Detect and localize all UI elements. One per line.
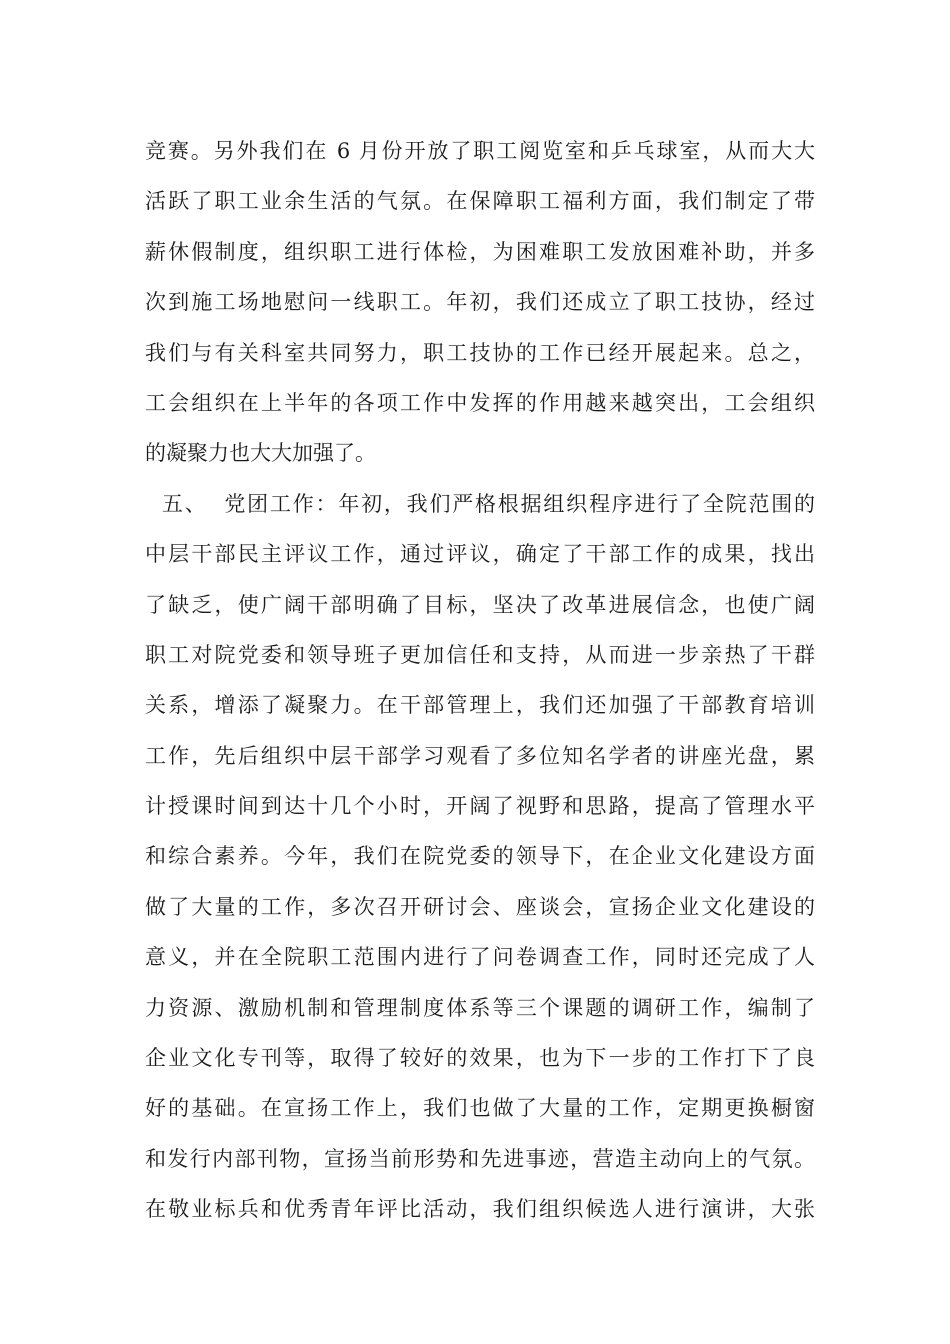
text-line: 和发行内部刊物，宣扬当前形势和先进事迹，营造主动向上的气氛。 xyxy=(145,1146,815,1171)
text-line: 意义，并在全院职工范围内进行了问卷调查工作，同时还完成了人 xyxy=(145,945,815,970)
text-line: 职工对院党委和领导班子更加信任和支持，从而进一步亲热了干群 xyxy=(145,642,815,667)
text-line: 做了大量的工作，多次召开研讨会、座谈会，宣扬企业文化建设的 xyxy=(145,894,815,919)
text-line: 工会组织在上半年的各项工作中发挥的作用越来越突出，工会组织 xyxy=(145,390,815,415)
paragraph-end-line: 的凝聚力也大大加强了。 xyxy=(145,441,376,466)
text-line: 活跃了职工业余生活的气氛。在保障职工福利方面，我们制定了带 xyxy=(145,189,815,214)
text-line: 和综合素养。今年，我们在院党委的领导下，在企业文化建设方面 xyxy=(145,844,815,869)
text-line: 计授课时间到达十几个小时，开阔了视野和思路，提高了管理水平 xyxy=(145,794,815,819)
text-line: 薪休假制度，组织职工进行体检，为困难职工发放困难补助，并多 xyxy=(145,239,815,264)
text-line: 中层干部民主评议工作，通过评议，确定了干部工作的成果，找出 xyxy=(145,542,815,567)
text-line: 关系，增添了凝聚力。在干部管理上，我们还加强了干部教育培训 xyxy=(145,693,815,718)
section-heading-line: 五、 党团工作：年初，我们严格根据组织程序进行了全院范围的 xyxy=(145,491,815,516)
text-line: 我们与有关科室共同努力，职工技协的工作已经开展起来。总之， xyxy=(145,340,815,365)
text-line: 企业文化专刊等，取得了较好的效果，也为下一步的工作打下了良 xyxy=(145,1046,815,1071)
text-line: 竞赛。另外我们在 6 月份开放了职工阅览室和乒乓球室，从而大大 xyxy=(145,139,815,163)
text-line: 好的基础。在宣扬工作上，我们也做了大量的工作，定期更换橱窗 xyxy=(145,1096,815,1121)
text-line: 工作，先后组织中层干部学习观看了多位知名学者的讲座光盘，累 xyxy=(145,743,815,768)
text-line: 力资源、激励机制和管理制度体系等三个课题的调研工作，编制了 xyxy=(145,995,815,1020)
text-line: 了缺乏，使广阔干部明确了目标，坚决了改革进展信念，也使广阔 xyxy=(145,592,815,617)
body-text xyxy=(145,126,815,1235)
text-line: 在敬业标兵和优秀青年评比活动，我们组织候选人进行演讲，大张 xyxy=(145,1197,815,1222)
text-line: 次到施工场地慰问一线职工。年初，我们还成立了职工技协，经过 xyxy=(145,290,815,315)
